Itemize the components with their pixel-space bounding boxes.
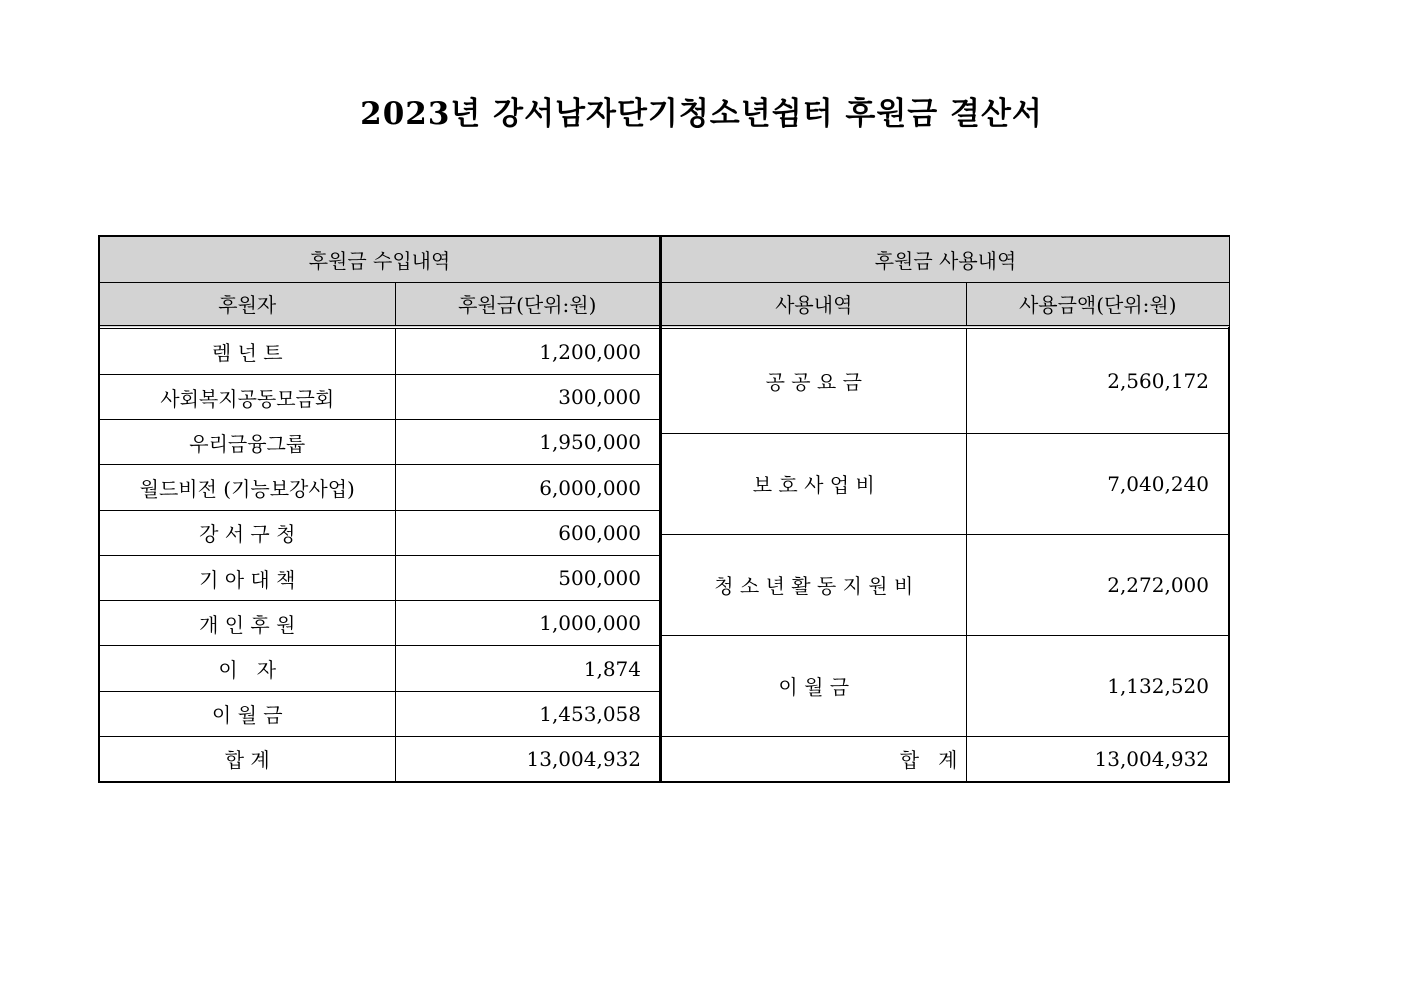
- expense-total-amount: 13,004,932: [966, 736, 1229, 781]
- income-col-donor: 후원자: [100, 282, 395, 327]
- expense-col-item: 사용내역: [662, 282, 966, 327]
- income-donor: 렘 넌 트: [100, 327, 395, 375]
- expense-item: 이 월 금: [662, 635, 966, 736]
- expense-item: 보 호 사 업 비: [662, 433, 966, 534]
- expense-section: [661, 235, 1230, 783]
- settlement-tables: [98, 235, 1230, 783]
- income-donor: 이 월 금: [100, 691, 395, 736]
- expense-item: 공 공 요 금: [662, 327, 966, 433]
- income-row: [100, 691, 659, 736]
- income-row: [100, 646, 659, 691]
- expense-total-label: 합 계: [662, 736, 966, 781]
- income-amount: 1,000,000: [395, 601, 659, 646]
- income-amount: 1,950,000: [395, 420, 659, 465]
- income-row: [100, 601, 659, 646]
- income-row: [100, 327, 659, 375]
- expense-table: [662, 237, 1229, 781]
- income-amount: 300,000: [395, 375, 659, 420]
- income-section-title: 후원금 수입내역: [100, 237, 659, 282]
- income-total-label: 합 계: [100, 736, 395, 781]
- expense-amount: 2,560,172: [966, 327, 1229, 433]
- income-donor: 우리금융그룹: [100, 420, 395, 465]
- income-donor: 기 아 대 책: [100, 555, 395, 600]
- income-donor: 강 서 구 청: [100, 510, 395, 555]
- document-title: 2023년 강서남자단기청소년쉼터 후원금 결산서: [360, 96, 1043, 132]
- income-donor: 이 자: [100, 646, 395, 691]
- expense-row: [662, 327, 1229, 433]
- income-total-amount: 13,004,932: [395, 736, 659, 781]
- income-amount: 500,000: [395, 555, 659, 600]
- expense-row: [662, 635, 1229, 736]
- income-amount: 1,453,058: [395, 691, 659, 736]
- expense-item: 청 소 년 활 동 지 원 비: [662, 534, 966, 635]
- income-section: [98, 235, 661, 783]
- income-amount: 600,000: [395, 510, 659, 555]
- income-donor: 월드비전 (기능보강사업): [100, 465, 395, 510]
- income-amount: 6,000,000: [395, 465, 659, 510]
- income-table: [100, 237, 659, 781]
- income-row: [100, 375, 659, 420]
- expense-row: [662, 433, 1229, 534]
- income-row: [100, 420, 659, 465]
- income-total-row: [100, 736, 659, 781]
- expense-col-amount: 사용금액(단위:원): [966, 282, 1229, 327]
- income-amount: 1,200,000: [395, 327, 659, 375]
- income-row: [100, 510, 659, 555]
- income-row: [100, 465, 659, 510]
- income-donor: 사회복지공동모금회: [100, 375, 395, 420]
- expense-section-title: 후원금 사용내역: [662, 237, 1229, 282]
- expense-amount: 7,040,240: [966, 433, 1229, 534]
- expense-row: [662, 534, 1229, 635]
- income-row: [100, 555, 659, 600]
- expense-amount: 1,132,520: [966, 635, 1229, 736]
- expense-total-row: [662, 736, 1229, 781]
- income-donor: 개 인 후 원: [100, 601, 395, 646]
- income-col-amount: 후원금(단위:원): [395, 282, 659, 327]
- expense-amount: 2,272,000: [966, 534, 1229, 635]
- income-amount: 1,874: [395, 646, 659, 691]
